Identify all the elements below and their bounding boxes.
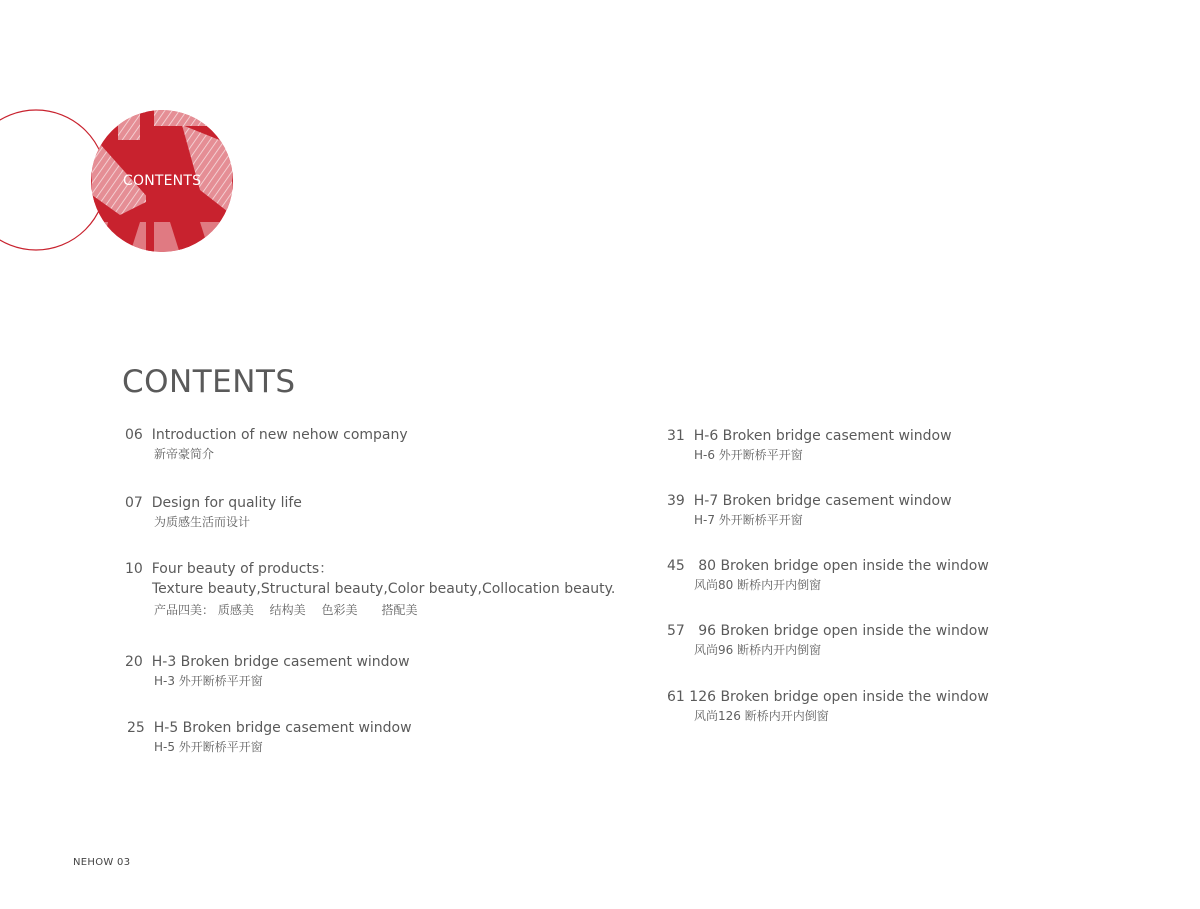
toc-entry-57[interactable] — [667, 622, 989, 659]
outline-circle — [0, 110, 106, 250]
entry-page-number: 25 — [127, 720, 145, 736]
entry-page-number: 61 — [667, 689, 685, 705]
entry-title: 126 Broken bridge open inside the window — [689, 689, 989, 705]
entry-page-number: 10 — [125, 561, 143, 577]
entry-subtitle: H-6 外开断桥平开窗 — [694, 448, 803, 462]
entry-title: Introduction of new nehow company — [151, 427, 408, 443]
toc-entry-61[interactable] — [667, 688, 989, 725]
toc-entry-10[interactable] — [125, 560, 615, 619]
entry-subtitle: 风尚80 断桥内开内倒窗 — [694, 578, 822, 592]
entry-subtitle: 产品四美： 质感美 结构美 色彩美 搭配美 — [154, 603, 418, 617]
toc-entry-06[interactable] — [125, 426, 408, 463]
entry-page-number: 31 — [667, 428, 685, 444]
toc-entry-39[interactable] — [667, 492, 952, 529]
entry-title: 80 Broken bridge open inside the window — [698, 558, 989, 574]
entry-page-number: 45 — [667, 558, 685, 574]
toc-entry-07[interactable] — [125, 494, 302, 531]
toc-entry-45[interactable] — [667, 557, 989, 594]
entry-subtitle: 风尚96 断桥内开内倒窗 — [694, 643, 822, 657]
entry-title: H-3 Broken bridge casement window — [151, 654, 410, 670]
entry-page-number: 39 — [667, 493, 685, 509]
entry-subtitle: H-7 外开断桥平开窗 — [694, 513, 803, 527]
entry-title: H-5 Broken bridge casement window — [153, 720, 412, 736]
page-footer-label: NEHOW 03 — [73, 857, 131, 868]
entry-page-number: 06 — [125, 427, 143, 443]
page-title: CONTENTS — [122, 364, 296, 400]
entry-subtitle: 为质感生活而设计 — [154, 515, 251, 529]
entry-title: 96 Broken bridge open inside the window — [698, 623, 989, 639]
entry-title: Design for quality life — [151, 495, 302, 511]
entry-page-number: 57 — [667, 623, 685, 639]
entry-page-number: 07 — [125, 495, 143, 511]
toc-entry-25[interactable] — [127, 719, 412, 756]
toc-entry-31[interactable] — [667, 427, 952, 464]
toc-entry-20[interactable] — [125, 653, 410, 690]
entry-subtitle: H-3 外开断桥平开窗 — [154, 674, 263, 688]
emblem-label: CONTENTS — [123, 173, 202, 189]
entry-page-number: 20 — [125, 654, 143, 670]
entry-title: H-7 Broken bridge casement window — [693, 493, 952, 509]
entry-subtitle: 风尚126 断桥内开内倒窗 — [694, 709, 829, 723]
entry-title: Four beauty of products： — [151, 561, 334, 577]
entry-continuation: Texture beauty,Structural beauty,Color beauty,Collocation beauty. — [152, 581, 616, 597]
entry-subtitle: H-5 外开断桥平开窗 — [154, 740, 263, 754]
entry-title: H-6 Broken bridge casement window — [693, 428, 952, 444]
entry-subtitle: 新帝豪简介 — [154, 447, 215, 461]
